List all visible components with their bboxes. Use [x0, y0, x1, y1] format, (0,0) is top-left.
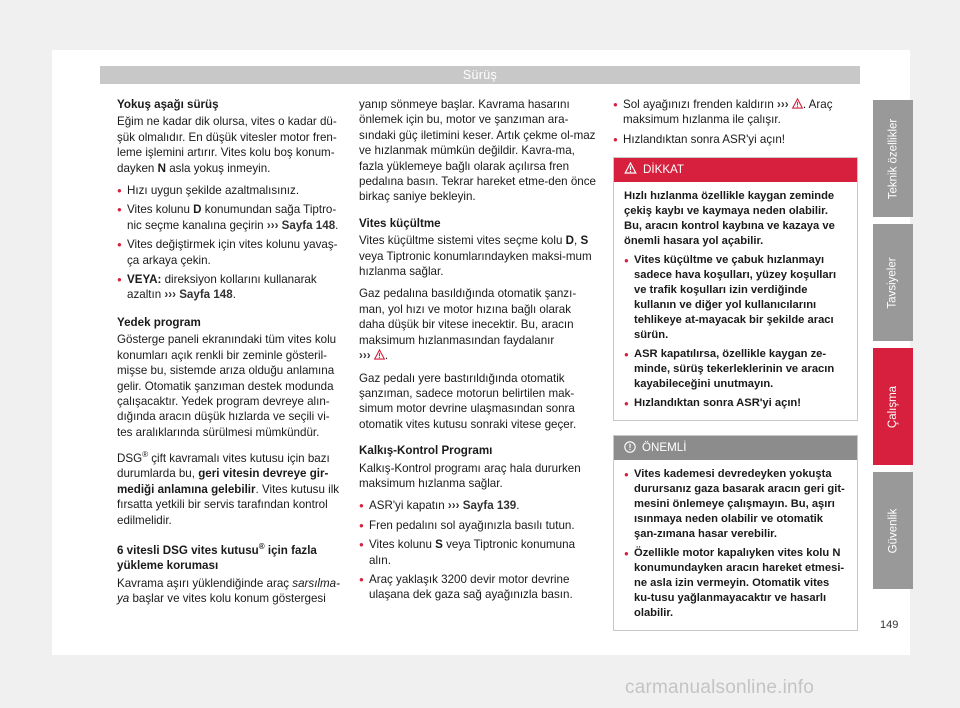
bullet-item: ● Vites kademesi devredeyken yokuşta durursanız gaza basarak aracın geri git-mesini önlemeye çalışmayın. Bu, aşırı ısınmaya neden olabilir ve otomatik şan-zımana hasar verebilir.: [624, 467, 848, 542]
bullet-item: ● Hızlandıktan sonra ASR'yi açın!: [613, 132, 858, 147]
dsg-text: DSG® çift kavramalı vites kutusu için bazı durumlarda bu, geri vitesin devreye gir-mediği anlamına gelebilir. Vites kutusu ilk fırsatta yetkili bir servis tarafından kontrol edilmelidir.: [117, 450, 340, 527]
column-1: [117, 97, 342, 614]
column-2: [359, 97, 597, 607]
info-icon: [624, 441, 636, 453]
page-link[interactable]: ››› Sayfa 148: [164, 288, 233, 302]
bullet-item: ● Vites küçültme ve çabuk hızlanmayı sadece hava koşulları, yüzey koşulları ve trafik koşulları izin verdiğinde kullanın ve diğer yol kullanıcılarını tehlikeye at-mayacak bir şekilde aracı sürün.: [624, 253, 848, 343]
bullet-item: ● Fren pedalını sol ayağınızla basılı tutun.: [359, 518, 597, 533]
note-header: ÖNEMLİ: [614, 436, 857, 460]
overload-text: Kavrama aşırı yüklendiğinde araç sarsılma-ya başlar ve vites kolu konum göstergesi: [117, 576, 340, 606]
backup-text: Gösterge paneli ekranındaki tüm vites kolu konumları açık renkli bir zeminle gösteril-mişse bu, sistemde arıza olduğu anlamına gelir. Otomatik şanzıman destek modunda çalışacaktır. Yedek program devreye alın-dığında aracın düşük hızlarda ve seçili vi-tes aralıklarında sürülmesi mümkündür.: [117, 333, 337, 439]
page-header: Sürüş: [100, 66, 860, 84]
tab-safety[interactable]: Güvenlik: [873, 472, 913, 589]
note-box: [613, 435, 858, 631]
tab-advice[interactable]: Tavsiyeler: [873, 224, 913, 341]
tab-technical[interactable]: Teknik özellikler: [873, 100, 913, 217]
bullet-item: ● Araç yaklaşık 3200 devir motor devrine ulaşana dek gaza sağ ayağınızla basın.: [359, 572, 597, 603]
page-link[interactable]: ››› Sayfa 148: [266, 218, 336, 232]
bullet-item: ● Vites kolunu D konumundan sağa Tiptro-nic seçme kanalına geçirin ››› Sayfa 148.: [117, 202, 342, 233]
note-body: [614, 460, 857, 630]
section-title-kickdown: Vites küçültme: [359, 216, 441, 230]
downhill-text: Eğim ne kadar dik olursa, vites o kadar dü-şük olmalıdır. En düşük vitesler motor fren-leme işlemini artırır. Vites kolu boş konum-dayken N asla yokuş inmeyin.: [117, 115, 337, 175]
bullet-item: ● ASR'yi kapatın ››› Sayfa 139.: [359, 498, 597, 513]
bullet-item: ● Hızı uygun şekilde azaltmalısınız.: [117, 183, 342, 198]
page-link[interactable]: ›››: [359, 349, 371, 363]
bullet-item: ● Hızlandıktan sonra ASR'yi açın!: [624, 396, 848, 411]
launch-control-text: Kalkış-Kontrol programı araç hala dururken maksimum hızlanma sağlar.: [359, 461, 581, 490]
watermark: carmanualsonline.info: [625, 677, 815, 698]
kickdown-text-2: Gaz pedalına basıldığında otomatik şanzı-man, yol hızı ve motor hızına bağlı olarak daha düşük bir vitese inecektir. Bu, aracın maksimum hızlanmasından faydalanır ››› .: [359, 287, 577, 363]
bullet-item: ● VEYA: direksiyon kollarını kullanarak azaltın ››› Sayfa 148.: [117, 272, 342, 303]
page-link[interactable]: ›››: [777, 98, 789, 111]
warning-triangle-icon: [374, 349, 385, 360]
bullet-item: ● Vites değiştirmek için vites kolunu yavaş-ça arkaya çekin.: [117, 237, 342, 268]
section-title-backup: Yedek program: [117, 315, 201, 329]
bullet-item: ● ASR kapatılırsa, özellikle kaygan ze-minde, sürüş tekerleklerinin ve aracın kayabileceğini unutmayın.: [624, 347, 848, 392]
warning-triangle-icon: [624, 162, 637, 174]
danger-body: Hızlı hızlanma özellikle kaygan zeminde çekiş kaybı ve kaymaya neden olabilir. Bu, aracın kontrol kaybına ve kazaya ve önemli hasara yol açabilir. ● Vites küçültme ve çabuk hızlanmayı sadece hava koşulları, yüzey koşulları ve trafik koşulları izin verdiğinde kullanın ve diğer yol kullanıcılarını tehlikeye at-mayacak bir şekilde aracı sürün. ● ASR kapatılırsa, özellikle kaygan ze-minde, sürüş tekerleklerinin ve aracın kayabileceğini unutmayın. ● Hızlandıktan sonra ASR'yi açın!: [614, 182, 857, 420]
kickdown-text-3: Gaz pedalı yere bastırıldığında otomatik şanzıman, sadece motorun belirtilen mak-simum motor devrine ulaşmasından sonra otomatik vites kutusu sonraki vitese geçer.: [359, 371, 577, 431]
tab-operation[interactable]: Çalışma: [873, 348, 913, 465]
bullet-item: ● Sol ayağınızı frenden kaldırın ››› . Araç maksimum hızlanma ile çalışır.: [613, 97, 858, 128]
kickdown-text: Vites küçültme sistemi vites seçme kolu D, S veya Tiptronic konumlarındayken maksi-mum hızlanma sağlar.: [359, 234, 592, 279]
section-title-downhill: Yokuş aşağı sürüş: [117, 98, 219, 111]
section-title-overload: 6 vitesli DSG vites kutusu® için fazla yükleme koruması: [117, 542, 317, 573]
section-title-launch-control: Kalkış-Kontrol Programı: [359, 444, 493, 458]
bullet-item: ● Vites kolunu S veya Tiptronic konumuna alın.: [359, 537, 597, 568]
danger-box: [613, 157, 858, 421]
bullet-item: ● Özellikle motor kapalıyken vites kolu N konumundayken aracın hareket etmesi-ne asla izin vermeyin. Otomatik vites ku-tusu yağlanmayacaktır ve hasarlı olabilir.: [624, 546, 848, 621]
page-link[interactable]: ››› Sayfa 139: [447, 499, 517, 513]
overload-text-cont: yanıp sönmeye başlar. Kavrama hasarını önlemek için bu, motor ve şanzıman ara-sındaki güç iletimini keser. Artık çekme ol-maz ve hızlanmak mümkün değildir. Kavra-ma, fazla yüklemeye bağlı olarak açılırsa fren pedalına basın. Tekrar hareket etme-den önce birkaç saniye bekleyin.: [359, 98, 596, 204]
danger-header: DİKKAT: [614, 158, 857, 182]
warning-triangle-icon: [792, 98, 803, 109]
page-number: 149: [880, 619, 899, 631]
column-3: [613, 97, 858, 641]
